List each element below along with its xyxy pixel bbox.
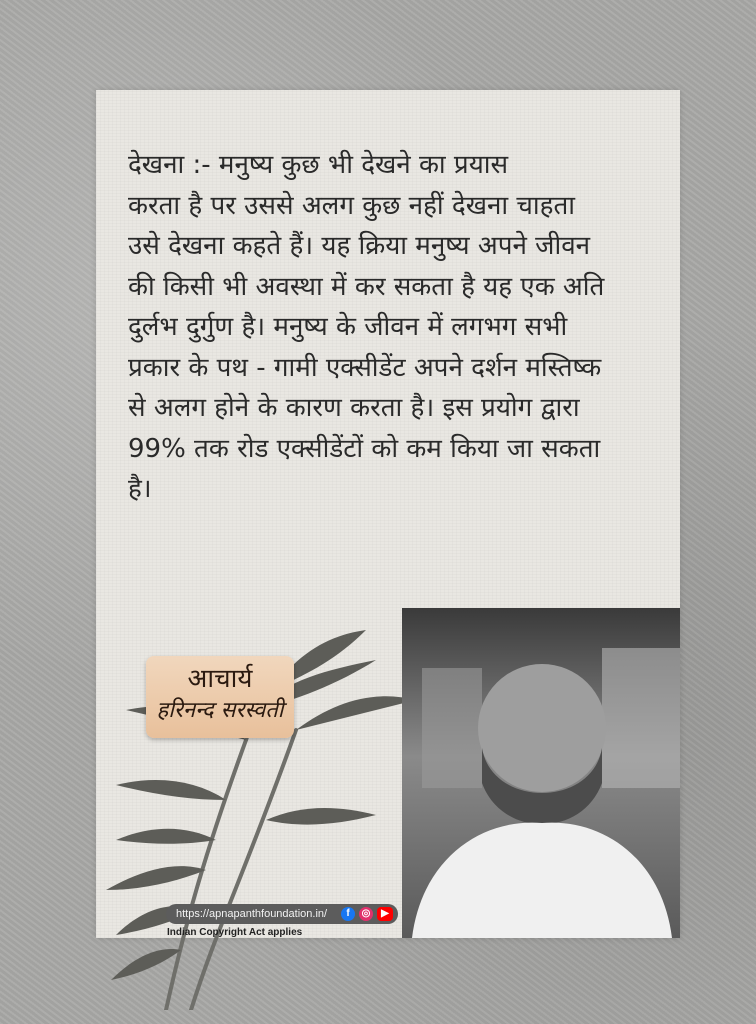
facebook-icon[interactable]: f [341, 907, 355, 921]
instagram-icon[interactable]: ◎ [359, 907, 373, 921]
copyright-notice: Indian Copyright Act applies [167, 927, 303, 938]
body-paragraph: देखना :- मनुष्य कुछ भी देखने का प्रयास करता है पर उससे अलग कुछ नहीं देखना चाहता उसे देखना कहते हैं। यह क्रिया मनुष्य अपने जीवन की किसी भी अवस्था में कर सकता है यह एक अति दुर्लभ दुर्गुण है। मनुष्य के जीवन में लगभग सभी प्रकार के पथ - गामी एक्सीडेंट अपने दर्शन मस्तिष्क से अलग होने के कारण करता है। इस प्रयोग द्वारा 99% तक रोड एक्सीडेंटों को कम किया जा सकता है। [128, 150, 605, 504]
author-name: हरिनन्द सरस्वती [156, 698, 284, 723]
bamboo-illustration [96, 590, 426, 1010]
website-url[interactable]: https://apnapanthfoundation.in/ [176, 908, 328, 920]
author-photo [402, 608, 680, 938]
footer-link-bar[interactable] [166, 904, 398, 924]
author-badge [146, 656, 294, 738]
author-title: आचार्य [187, 664, 253, 694]
youtube-icon[interactable]: ▶ [377, 907, 393, 921]
